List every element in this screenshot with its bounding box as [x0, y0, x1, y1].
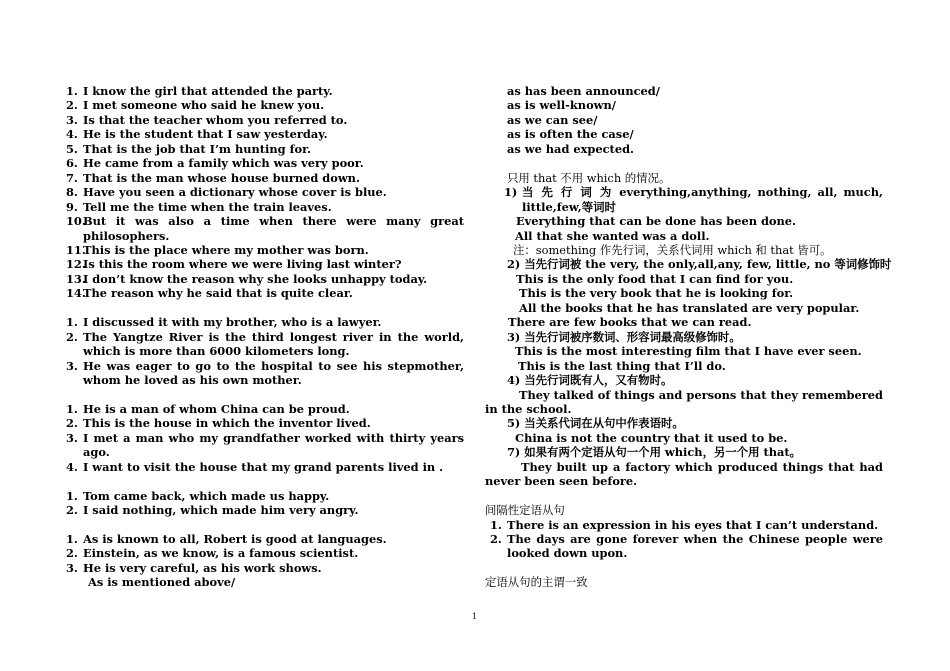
example-sentence: This is the very book that he is looking for. — [519, 286, 794, 301]
list-item — [66, 156, 464, 170]
example-sentence: All the books that he has translated are very popular. — [519, 300, 860, 315]
note-line: 注：something 作先行词，关系代词用 which 和 that 皆可。 — [513, 242, 832, 257]
item-number: 6. — [66, 156, 78, 171]
list-item — [66, 127, 464, 141]
list-item — [490, 532, 883, 561]
list-item — [490, 518, 883, 532]
item-number: 5. — [66, 141, 78, 156]
list-item — [66, 532, 464, 546]
example-sentence: This is the last thing that I’ll do. — [518, 358, 726, 373]
item-text: Tom came back, which made us happy. — [83, 488, 330, 503]
list-item — [66, 185, 464, 199]
item-number: 2. — [66, 98, 78, 113]
item-text: He is the student that I saw yesterday. — [83, 127, 328, 142]
item-number: 9. — [66, 199, 78, 214]
list-item — [66, 272, 464, 286]
example-list-2 — [66, 315, 464, 387]
example-list-1 — [66, 84, 464, 301]
separated-clause-list — [485, 518, 883, 561]
rule-5: 5) 当关系代词在从句中作表语时。 — [507, 416, 684, 431]
item-text: This is the place where my mother was born. — [83, 242, 369, 257]
item-text: I want to visit the house that my grand parents lived in . — [83, 459, 444, 474]
section-heading-that-only: 只用 that 不用 which 的情况。 — [507, 170, 671, 185]
item-text: Is this the room where we were living last winter? — [83, 257, 402, 272]
item-text: I discussed it with my brother, who is a lawyer. — [83, 315, 382, 330]
example-list-4 — [66, 489, 464, 518]
list-item — [66, 286, 464, 300]
rule-text: 当 先 行 词 为 everything,anything, nothing, all, much, little,few,等词时 — [522, 185, 883, 214]
item-number: 2. — [66, 503, 78, 518]
item-number: 2. — [66, 329, 78, 344]
item-number: 2. — [490, 532, 502, 547]
list-item — [66, 315, 464, 329]
as-phrase-list — [485, 84, 883, 156]
item-text: Have you seen a dictionary whose cover is blue. — [83, 185, 387, 200]
left-column — [66, 84, 464, 590]
item-text: Einstein, as we know, is a famous scientist. — [83, 546, 359, 561]
item-number: 1. — [66, 315, 78, 330]
example-sentence: Everything that can be done has been done. — [516, 214, 796, 229]
item-text: The Yangtze River is the third longest river in the world, which is more than 6000 kilometers long. — [83, 329, 464, 359]
item-number: 1. — [66, 401, 78, 416]
as-phrase: as is well-known/ — [507, 98, 616, 113]
item-text: The days are gone forever when the Chinese people were looked down upon. — [507, 532, 883, 561]
rule-3: 3) 当先行词被序数词、形容词最高级修饰时。 — [507, 329, 741, 344]
item-text: He is very careful, as his work shows. — [83, 560, 322, 575]
item-text: I don’t know the reason why she looks unhappy today. — [83, 271, 428, 286]
example-sentence: China is not the country that it used to be. — [515, 430, 788, 445]
rule-number: 1) — [504, 185, 518, 200]
list-item — [66, 113, 464, 127]
item-text: This is the house in which the inventor lived. — [83, 416, 371, 431]
example-sentence: They talked of things and persons that they remembered in the school. — [485, 387, 883, 416]
item-number: 10. — [66, 214, 86, 229]
as-phrase-line: As is mentioned above/ — [88, 575, 236, 590]
rule-4: 4) 当先行词既有人，又有物时。 — [507, 373, 673, 388]
item-text: The reason why he said that is quite clear. — [83, 286, 353, 301]
item-number: 14. — [66, 286, 86, 301]
as-phrase: as we can see/ — [507, 112, 598, 127]
list-item — [66, 171, 464, 185]
list-item — [66, 402, 464, 416]
item-number: 3. — [66, 430, 78, 445]
page-number: 1 — [472, 612, 478, 621]
rule-1 — [485, 185, 883, 214]
example-sentence: There are few books that we can read. — [508, 315, 752, 330]
list-item — [66, 257, 464, 271]
item-text: Is that the teacher whom you referred to. — [83, 112, 348, 127]
list-item — [66, 214, 464, 243]
item-text: I said nothing, which made him very angry. — [83, 503, 359, 518]
item-text: That is the man whose house burned down. — [83, 170, 360, 185]
list-item — [66, 98, 464, 112]
list-item — [66, 431, 464, 460]
item-text: That is the job that I’m hunting for. — [83, 141, 312, 156]
item-number: 7. — [66, 170, 78, 185]
list-item — [66, 416, 464, 430]
list-item — [66, 84, 464, 98]
as-phrase: as is often the case/ — [507, 127, 634, 142]
section-heading-separated-clause: 间隔性定语从句 — [485, 503, 565, 518]
item-text: He was eager to go to the hospital to see his stepmother, whom he loved as his own mother. — [83, 358, 464, 388]
item-number: 4. — [66, 459, 78, 474]
example-list-3 — [66, 402, 464, 474]
item-number: 1. — [66, 488, 78, 503]
list-item — [66, 460, 464, 474]
item-number: 2. — [66, 416, 78, 431]
item-number: 1. — [66, 531, 78, 546]
section-heading-agreement: 定语从句的主谓一致 — [485, 575, 588, 590]
item-text: As is known to all, Robert is good at languages. — [83, 531, 387, 546]
example-list-5 — [66, 532, 464, 575]
list-item — [66, 243, 464, 257]
list-item — [66, 330, 464, 359]
item-text: I know the girl that attended the party. — [83, 84, 333, 98]
item-text: I met someone who said he knew you. — [83, 98, 325, 113]
rule-7: 7) 如果有两个定语从句一个用 which，另一个用 that。 — [507, 445, 802, 460]
item-text: But it was also a time when there were many great philosophers. — [83, 214, 464, 243]
list-item — [66, 200, 464, 214]
item-number: 2. — [66, 546, 78, 561]
item-number: 11. — [66, 242, 86, 257]
item-text: Tell me the time when the train leaves. — [83, 199, 332, 214]
item-number: 1. — [490, 517, 502, 532]
item-number: 3. — [66, 560, 78, 575]
item-number: 3. — [66, 358, 78, 373]
item-text: He came from a family which was very poor. — [83, 156, 364, 171]
item-number: 3. — [66, 112, 78, 127]
item-text: He is a man of whom China can be proud. — [83, 401, 350, 416]
list-item — [66, 503, 464, 517]
item-text: I met a man who my grandfather worked with thirty years ago. — [83, 430, 464, 460]
item-number: 4. — [66, 127, 78, 142]
example-sentence: They built up a factory which produced things that had never been seen before. — [485, 459, 883, 489]
right-column — [485, 84, 892, 590]
example-sentence: This is the only food that I can find for you. — [516, 271, 794, 286]
example-sentence: This is the most interesting film that I have ever seen. — [515, 344, 862, 359]
item-text: There is an expression in his eyes that I can’t understand. — [507, 517, 879, 532]
item-number: 12. — [66, 257, 86, 272]
list-item — [66, 489, 464, 503]
list-item — [66, 359, 464, 388]
list-item — [66, 142, 464, 156]
item-number: 13. — [66, 271, 86, 286]
as-phrase: as has been announced/ — [507, 84, 660, 98]
list-item — [66, 561, 464, 575]
as-phrase: as we had expected. — [507, 141, 634, 156]
item-number: 1. — [66, 84, 78, 98]
item-number: 8. — [66, 185, 78, 200]
rule-2: 2) 当先行词被 the very, the only,all,any, few, little, no 等词修饰时 — [507, 257, 892, 272]
list-item — [66, 546, 464, 560]
example-sentence: All that she wanted was a doll. — [515, 228, 710, 243]
